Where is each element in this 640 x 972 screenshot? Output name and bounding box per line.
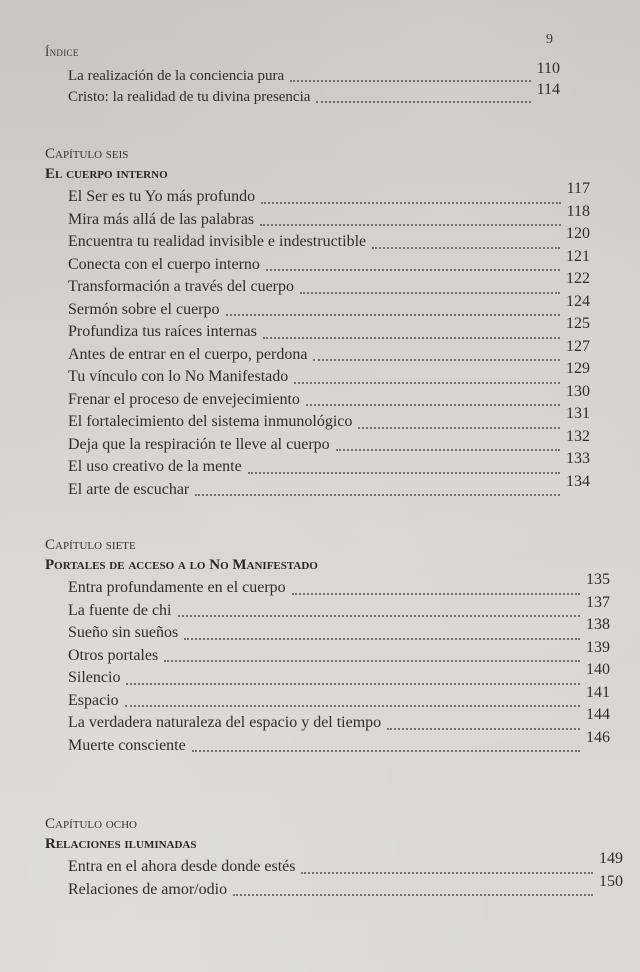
dot-leader <box>301 872 593 874</box>
toc-entry-title: El Ser es tu Yo más profundo <box>68 188 256 205</box>
dot-leader <box>195 494 560 496</box>
toc-continued-section <box>45 60 560 108</box>
chapter-section-siete <box>45 535 610 757</box>
toc-entry-title: Silencio <box>68 669 121 686</box>
toc-entry-title: El fortalecimiento del sistema inmunológico <box>68 413 353 430</box>
toc-entry <box>45 706 610 735</box>
chapter-section-ocho <box>45 814 623 901</box>
toc-entry-page: 146 <box>586 728 610 746</box>
toc-entry <box>45 683 610 713</box>
dot-leader <box>233 894 593 896</box>
toc-entry <box>45 405 590 434</box>
toc-entry-title: Deja que la respiración te lleve al cuerpo <box>68 435 330 453</box>
dot-leader <box>261 202 560 204</box>
toc-entry-page: 139 <box>586 638 610 656</box>
toc-entry <box>45 593 610 623</box>
toc-entry-title: Entra profundamente en el cuerpo <box>68 579 286 596</box>
chapter-title: El cuerpo interno <box>45 166 168 182</box>
toc-entry-title: Profundiza tus raíces internas <box>68 323 257 340</box>
toc-entry <box>45 382 590 412</box>
toc-entry-page: 124 <box>566 292 590 310</box>
dot-leader <box>372 247 560 249</box>
toc-entry-page: 132 <box>566 427 590 445</box>
chapter-title: Relaciones iluminadas <box>45 836 197 852</box>
toc-entry <box>45 638 610 668</box>
toc-entry-title: Sueño sin sueños <box>68 624 179 641</box>
toc-entry <box>45 728 610 758</box>
dot-leader <box>178 615 581 617</box>
toc-entry-page: 137 <box>586 593 610 611</box>
toc-entry-page: 127 <box>566 337 590 355</box>
toc-entry-title: La verdadera naturaleza del espacio y del tiempo <box>68 714 382 731</box>
dot-leader <box>126 683 580 685</box>
toc-entry-title: La realización de la conciencia pura <box>68 68 285 84</box>
dot-leader <box>387 728 580 730</box>
dot-leader <box>226 314 560 316</box>
dot-leader <box>164 660 580 662</box>
toc-entry-title: Relaciones de amor/odio <box>68 880 228 898</box>
toc-entry <box>45 472 590 502</box>
toc-entry-title: Otros portales <box>68 646 159 664</box>
toc-entry <box>45 315 590 344</box>
dot-leader <box>263 337 560 339</box>
toc-entry-page: 138 <box>586 616 610 633</box>
toc-entry <box>45 81 560 108</box>
toc-entry-title: Sermón sobre el cuerpo <box>68 300 220 318</box>
dot-leader <box>300 292 560 294</box>
toc-entry-page: 133 <box>566 450 590 467</box>
chapter-label: Capítulo ocho <box>45 816 137 832</box>
toc-entry-page: 140 <box>586 661 610 678</box>
toc-entry-page: 130 <box>566 382 590 400</box>
dot-leader <box>248 472 560 474</box>
toc-entry-title: Mira más allá de las palabras <box>68 210 255 228</box>
toc-entry-title: Cristo: la realidad de tu divina presencia <box>68 89 311 105</box>
toc-entry <box>45 571 610 600</box>
chapter-label: Capítulo seis <box>45 146 129 162</box>
dot-leader <box>290 80 530 82</box>
toc-entry <box>45 850 623 879</box>
toc-entry-title: Frenar el proceso de envejecimiento <box>68 390 300 408</box>
toc-entry-title: Tu vínculo con lo No Manifestado <box>68 368 289 385</box>
dot-leader <box>292 593 580 595</box>
toc-entry-page: 134 <box>566 472 590 490</box>
toc-entry-page: 141 <box>586 683 610 701</box>
dot-leader <box>313 359 560 361</box>
dot-leader <box>336 449 560 451</box>
toc-entry-page: 150 <box>599 872 623 890</box>
dot-leader <box>358 427 560 429</box>
dot-leader <box>260 224 560 226</box>
toc-entry <box>45 450 590 479</box>
dot-leader <box>125 705 580 707</box>
toc-entry <box>45 872 623 902</box>
toc-entry-page: 122 <box>566 270 590 287</box>
toc-entry-title: El arte de escuchar <box>68 480 190 498</box>
toc-entry <box>45 60 560 87</box>
chapter-title: Portales de acceso a lo No Manifestado <box>45 557 318 573</box>
toc-entry-page: 110 <box>536 60 560 77</box>
dot-leader <box>306 404 560 406</box>
toc-entry-title: El uso creativo de la mente <box>68 458 242 475</box>
toc-entry-title: Conecta con el cuerpo interno <box>68 255 260 273</box>
chapter-section-seis <box>45 144 590 501</box>
toc-entry-page: 117 <box>566 180 590 197</box>
toc-entry <box>45 661 610 690</box>
chapter-label: Capítulo siete <box>45 537 136 553</box>
toc-entry-page: 121 <box>566 247 590 265</box>
dot-leader <box>294 382 560 384</box>
toc-entry <box>45 337 590 367</box>
toc-entry-page: 131 <box>566 405 590 422</box>
running-head: Índice <box>45 44 79 59</box>
page-number: 9 <box>546 32 553 47</box>
toc-entry-title: Espacio <box>68 691 119 709</box>
toc-entry <box>45 427 590 457</box>
dot-leader <box>184 638 580 640</box>
toc-entry-title: Encuentra tu realidad invisible e indestructible <box>68 233 367 250</box>
toc-entry <box>45 616 610 645</box>
toc-entry <box>45 360 590 389</box>
toc-entry-page: 114 <box>536 81 560 98</box>
dot-leader <box>192 750 580 752</box>
toc-entry-page: 129 <box>566 360 590 377</box>
toc-entry-page: 125 <box>566 315 590 332</box>
toc-entry <box>45 225 590 254</box>
dot-leader <box>316 101 530 103</box>
toc-entry <box>45 270 590 299</box>
toc-entry-title: Antes de entrar en el cuerpo, perdona <box>68 345 308 363</box>
toc-entry-page: 118 <box>566 202 590 220</box>
dot-leader <box>266 269 560 271</box>
toc-entry-title: La fuente de chi <box>68 601 172 619</box>
toc-entry-title: Transformación a través del cuerpo <box>68 278 294 295</box>
toc-entry-title: Entra en el ahora desde donde estés <box>68 858 296 875</box>
toc-entry <box>45 247 590 277</box>
toc-entry-title: Muerte consciente <box>68 736 186 754</box>
toc-entry-page: 149 <box>599 850 623 867</box>
toc-entry <box>45 180 590 209</box>
toc-entry-page: 120 <box>566 225 590 242</box>
toc-entry-page: 135 <box>586 571 610 588</box>
toc-entry-page: 144 <box>586 706 610 723</box>
toc-entry <box>45 292 590 322</box>
toc-entry <box>45 202 590 232</box>
